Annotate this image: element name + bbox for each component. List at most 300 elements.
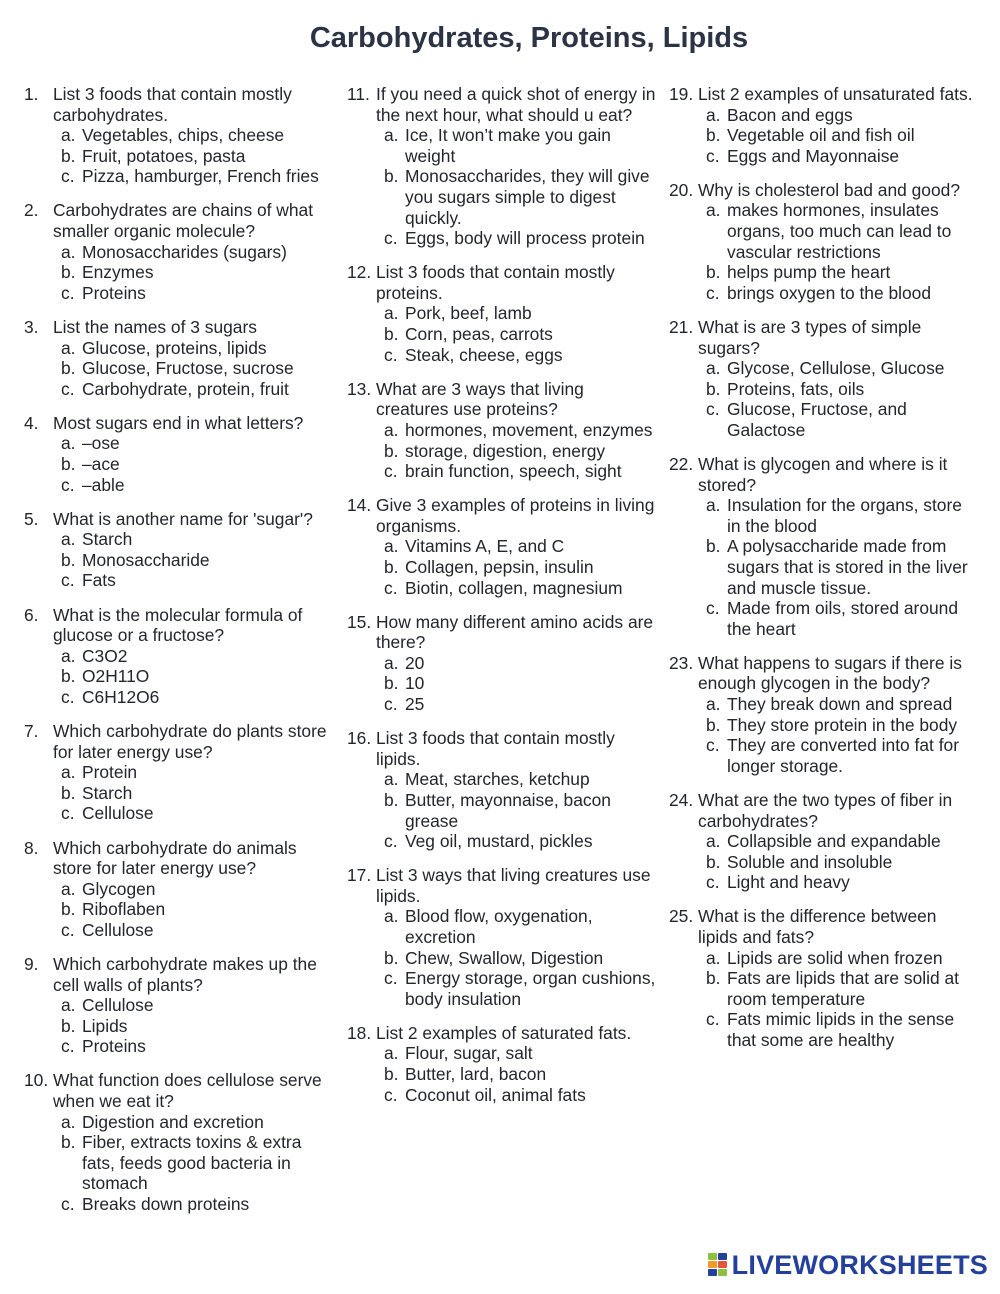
answer-option[interactable] (698, 105, 979, 126)
answer-option[interactable] (53, 803, 334, 824)
question-item (669, 790, 979, 893)
question-item (669, 180, 979, 304)
answer-option[interactable] (53, 920, 334, 941)
option-text: Soluble and insoluble (727, 851, 893, 872)
option-text: Proteins (82, 1036, 146, 1057)
option-letter: b. (384, 789, 399, 810)
answer-option[interactable] (698, 495, 979, 536)
answer-option[interactable] (376, 536, 659, 557)
question-text: List 2 examples of unsaturated fats. (698, 84, 973, 104)
option-text: Monosaccharides, they will give you sugars simple to digest quickly. (405, 166, 650, 228)
option-text: Fats mimic lipids in the sense that some are healthy (727, 1009, 955, 1050)
answer-option[interactable] (698, 262, 979, 283)
option-text: Cellulose (82, 995, 154, 1016)
question-text: How many different amino acids are there? (376, 611, 654, 653)
answer-option[interactable] (376, 228, 659, 249)
option-text: Butter, lard, bacon (405, 1064, 547, 1085)
option-letter: c. (706, 598, 720, 619)
option-text: Glucose, proteins, lipids (82, 337, 267, 358)
option-text: Corn, peas, carrots (405, 324, 553, 345)
question-number: 25. (669, 906, 694, 927)
option-text: Glycogen (82, 878, 156, 899)
answer-option[interactable] (698, 872, 979, 893)
answer-option[interactable] (376, 303, 659, 324)
option-text: Glycose, Cellulose, Glucose (727, 358, 945, 379)
option-letter: c. (61, 570, 75, 591)
option-letter: b. (384, 166, 399, 187)
option-text: helps pump the heart (727, 262, 891, 283)
question-text: What is are 3 types of simple sugars? (698, 316, 922, 358)
answer-options (698, 948, 979, 1051)
answer-option[interactable] (376, 790, 659, 831)
option-letter: c. (706, 399, 720, 420)
option-letter: c. (61, 1194, 75, 1214)
option-letter: a. (61, 529, 76, 550)
answer-option[interactable] (698, 399, 979, 440)
question-column-3 (669, 84, 979, 1064)
answer-options (698, 694, 979, 776)
option-text: storage, digestion, energy (405, 440, 606, 461)
option-text: C3O2 (82, 645, 128, 666)
question-text: Which carbohydrate makes up the cell walls of plants? (53, 953, 317, 995)
question-text: Most sugars end in what letters? (53, 412, 304, 433)
option-letter: c. (706, 282, 720, 303)
option-text: hormones, movement, enzymes (405, 419, 653, 440)
option-text: Protein (82, 762, 138, 783)
question-number: 8. (24, 837, 39, 858)
option-letter: c. (61, 378, 75, 399)
answer-option[interactable] (53, 646, 334, 667)
answer-option[interactable] (53, 1112, 334, 1133)
answer-options (53, 338, 334, 400)
answer-options (376, 125, 659, 249)
liveworksheets-logo[interactable] (708, 1250, 988, 1280)
question-item (24, 509, 334, 591)
answer-option[interactable] (53, 146, 334, 167)
question-item (669, 317, 979, 441)
option-text: brings oxygen to the blood (727, 282, 932, 303)
option-letter: c. (61, 474, 75, 495)
option-letter: c. (61, 1036, 75, 1057)
option-text: Pizza, hamburger, French fries (82, 166, 319, 187)
option-letter: b. (706, 536, 721, 557)
answer-option[interactable] (376, 557, 659, 578)
question-column-2 (347, 84, 659, 1119)
answer-option[interactable] (376, 831, 659, 852)
option-letter: b. (384, 1064, 399, 1085)
question-item (669, 653, 979, 777)
option-letter: a. (61, 995, 76, 1016)
answer-option[interactable] (376, 906, 659, 947)
option-text: Coconut oil, animal fats (405, 1084, 586, 1105)
question-item (347, 495, 659, 598)
question-item (24, 605, 334, 708)
question-item (24, 413, 334, 495)
option-text: Vegetable oil and fish oil (727, 125, 915, 146)
option-letter: c. (706, 872, 720, 893)
option-letter: a. (61, 125, 76, 146)
option-text: Starch (82, 529, 133, 550)
question-number: 22. (669, 454, 694, 474)
option-text: 20 (405, 652, 425, 673)
answer-option[interactable] (698, 200, 979, 262)
question-text: Which carbohydrate do plants store for later energy use? (53, 721, 327, 762)
answer-option[interactable] (698, 694, 979, 715)
answer-options (698, 831, 979, 893)
answer-option[interactable] (698, 968, 979, 1009)
question-item (347, 728, 659, 852)
option-text: –able (82, 474, 125, 495)
option-letter: c. (61, 919, 75, 940)
option-letter: a. (384, 906, 399, 927)
option-letter: b. (61, 145, 76, 166)
question-number: 10. (24, 1070, 49, 1091)
answer-option[interactable] (53, 529, 334, 550)
option-text: –ace (82, 454, 120, 474)
option-letter: b. (61, 782, 76, 803)
question-text: List 3 foods that contain mostly proteins. (376, 262, 615, 303)
answer-option[interactable] (53, 899, 334, 920)
option-letter: b. (706, 968, 721, 989)
option-text: Digestion and excretion (82, 1111, 264, 1132)
answer-option[interactable] (698, 735, 979, 776)
question-number: 4. (24, 412, 39, 433)
option-text: –ose (82, 433, 120, 454)
answer-option[interactable] (53, 358, 334, 379)
answer-options (698, 495, 979, 639)
option-letter: c. (384, 968, 398, 989)
question-number: 13. (347, 378, 372, 399)
option-text: C6H12O6 (82, 686, 160, 707)
option-letter: c. (384, 694, 398, 715)
question-number: 1. (24, 84, 39, 104)
option-letter: b. (61, 262, 76, 283)
option-letter: a. (706, 694, 721, 715)
answer-options (53, 879, 334, 941)
option-text: Lipids are solid when frozen (727, 947, 943, 968)
answer-option[interactable] (53, 338, 334, 359)
answer-option[interactable] (698, 283, 979, 304)
question-item (24, 1070, 334, 1214)
option-letter: c. (61, 166, 75, 187)
answer-option[interactable] (376, 420, 659, 441)
question-item (669, 84, 979, 166)
liveworksheets-icon (708, 1253, 728, 1277)
option-text: Ice, It won’t make you gain weight (405, 125, 611, 166)
answer-options (376, 303, 659, 365)
answer-option[interactable] (53, 687, 334, 708)
answer-option[interactable] (53, 1016, 334, 1037)
question-number: 19. (669, 84, 694, 104)
question-text: What function does cellulose serve when we eat it? (53, 1070, 322, 1112)
option-text: Light and heavy (727, 872, 850, 893)
option-text: Fruit, potatoes, pasta (82, 145, 246, 166)
option-text: Steak, cheese, eggs (405, 344, 563, 365)
answer-option[interactable] (53, 783, 334, 804)
answer-options (376, 536, 659, 598)
option-text: Vegetables, chips, cheese (82, 125, 285, 146)
answer-option[interactable] (376, 653, 659, 674)
option-text: They store protein in the body (727, 714, 958, 735)
answer-option[interactable] (53, 262, 334, 283)
option-letter: b. (706, 125, 721, 146)
option-letter: b. (706, 378, 721, 399)
option-letter: a. (384, 419, 399, 440)
option-letter: a. (61, 241, 76, 262)
option-letter: b. (384, 947, 399, 968)
option-text: Breaks down proteins (82, 1194, 250, 1214)
question-number: 11. (347, 84, 370, 104)
question-text: Which carbohydrate do animals store for later energy use? (53, 837, 297, 879)
answer-option[interactable] (53, 125, 334, 146)
option-text: Monosaccharide (82, 549, 210, 570)
question-number: 7. (24, 721, 39, 742)
option-letter: b. (61, 454, 76, 474)
option-text: Meat, starches, ketchup (405, 769, 590, 790)
option-text: Carbohydrate, protein, fruit (82, 378, 289, 399)
option-letter: c. (61, 803, 75, 824)
answer-option[interactable] (376, 673, 659, 694)
answer-option[interactable] (53, 762, 334, 783)
answer-option[interactable] (376, 441, 659, 462)
answer-option[interactable] (376, 1085, 659, 1106)
answer-option[interactable] (53, 166, 334, 187)
answer-option[interactable] (698, 1009, 979, 1050)
question-text: List the names of 3 sugars (53, 316, 257, 337)
option-letter: a. (706, 831, 721, 852)
option-text: Chew, Swallow, Digestion (405, 947, 604, 968)
option-letter: a. (706, 358, 721, 379)
answer-options (53, 433, 334, 495)
answer-option[interactable] (698, 379, 979, 400)
option-text: Made from oils, stored around the heart (727, 598, 959, 639)
answer-option[interactable] (698, 536, 979, 598)
option-letter: b. (61, 666, 76, 687)
option-letter: b. (706, 262, 721, 283)
answer-options (53, 1112, 334, 1215)
option-letter: c. (384, 831, 398, 852)
answer-option[interactable] (376, 1064, 659, 1085)
answer-option[interactable] (376, 166, 659, 228)
option-letter: c. (384, 228, 398, 249)
option-letter: b. (61, 358, 76, 379)
question-item (347, 865, 659, 1009)
option-text: Starch (82, 782, 133, 803)
option-letter: a. (61, 433, 76, 454)
page-title: Carbohydrates, Proteins, Lipids (309, 22, 749, 54)
answer-option[interactable] (53, 1194, 334, 1215)
question-number: 3. (24, 316, 39, 337)
option-letter: a. (384, 652, 399, 673)
option-text: Lipids (82, 1015, 128, 1036)
option-letter: c. (384, 344, 398, 365)
answer-options (53, 125, 334, 187)
question-item (669, 906, 979, 1050)
option-text: Collagen, pepsin, insulin (405, 556, 594, 577)
answer-options (376, 420, 659, 482)
option-text: Vitamins A, E, and C (405, 536, 565, 557)
answer-option[interactable] (376, 948, 659, 969)
option-letter: a. (384, 536, 399, 557)
answer-option[interactable] (376, 968, 659, 1009)
answer-options (376, 653, 659, 715)
answer-option[interactable] (53, 995, 334, 1016)
option-text: brain function, speech, sight (405, 461, 622, 482)
answer-option[interactable] (53, 879, 334, 900)
question-number: 21. (669, 316, 694, 337)
answer-option[interactable] (53, 550, 334, 571)
answer-option[interactable] (698, 358, 979, 379)
answer-option[interactable] (376, 461, 659, 482)
question-text: What is the difference between lipids and fats? (698, 906, 937, 947)
question-text: What are the two types of fiber in carbohydrates? (698, 789, 953, 831)
option-letter: c. (61, 282, 75, 303)
option-text: Fats are lipids that are solid at room temperature (727, 968, 959, 1009)
option-text: Fiber, extracts toxins & extra fats, feeds good bacteria in stomach (82, 1132, 302, 1194)
question-text: Why is cholesterol bad and good? (698, 179, 960, 200)
option-text: Fats (82, 570, 116, 591)
answer-option[interactable] (53, 454, 334, 475)
answer-options (698, 105, 979, 167)
option-letter: b. (706, 714, 721, 735)
answer-options (53, 242, 334, 304)
option-letter: a. (384, 303, 399, 324)
question-number: 17. (347, 865, 372, 886)
option-text: Butter, mayonnaise, bacon grease (405, 789, 611, 831)
brand-name: LIVEWORKSHEETS (731, 1249, 988, 1280)
answer-option[interactable] (53, 242, 334, 263)
question-column-1 (24, 84, 334, 1228)
option-text: They are converted into fat for longer storage. (727, 735, 959, 776)
option-letter: b. (61, 549, 76, 570)
option-letter: a. (706, 104, 721, 125)
option-letter: a. (61, 337, 76, 358)
option-text: Glucose, Fructose, and Galactose (727, 399, 907, 440)
option-text: Enzymes (82, 262, 154, 283)
answer-option[interactable] (698, 852, 979, 873)
option-text: Blood flow, oxygenation, excretion (405, 906, 593, 947)
answer-option[interactable] (376, 125, 659, 166)
question-number: 12. (347, 262, 372, 283)
answer-option[interactable] (53, 475, 334, 496)
option-text: Energy storage, organ cushions, body insulation (405, 968, 656, 1009)
option-letter: a. (61, 645, 76, 666)
answer-option[interactable] (698, 125, 979, 146)
option-text: Proteins, fats, oils (727, 378, 865, 399)
option-text: Proteins (82, 282, 146, 303)
answer-option[interactable] (376, 345, 659, 366)
option-text: O2H11O (82, 666, 150, 687)
question-text: List 2 examples of saturated fats. (376, 1022, 632, 1043)
option-letter: b. (706, 851, 721, 872)
option-letter: a. (61, 878, 76, 899)
option-letter: c. (384, 577, 398, 598)
option-letter: c. (384, 461, 398, 482)
option-letter: b. (61, 1132, 76, 1153)
answer-option[interactable] (53, 283, 334, 304)
option-letter: b. (61, 899, 76, 920)
option-text: Pork, beef, lamb (405, 303, 532, 324)
answer-options (376, 906, 659, 1009)
question-text: What is the molecular formula of glucose or a fructose? (53, 604, 303, 646)
question-number: 2. (24, 200, 39, 221)
option-text: Biotin, collagen, magnesium (405, 577, 623, 598)
option-text: Eggs, body will process protein (405, 228, 645, 249)
option-text: 25 (405, 694, 425, 715)
answer-option[interactable] (53, 666, 334, 687)
answer-option[interactable] (53, 433, 334, 454)
answer-options (376, 1043, 659, 1105)
option-text: Eggs and Mayonnaise (727, 145, 900, 166)
answer-option[interactable] (698, 948, 979, 969)
question-number: 16. (347, 728, 372, 749)
question-item (24, 721, 334, 824)
question-item (24, 317, 334, 399)
option-letter: a. (384, 769, 399, 790)
answer-options (53, 646, 334, 708)
answer-option[interactable] (698, 831, 979, 852)
question-number: 6. (24, 604, 39, 625)
question-number: 18. (347, 1022, 372, 1043)
option-letter: a. (384, 1043, 399, 1064)
answer-options (53, 762, 334, 824)
answer-option[interactable] (376, 578, 659, 599)
option-letter: c. (384, 1084, 398, 1105)
option-text: Veg oil, mustard, pickles (405, 831, 593, 852)
option-text: Cellulose (82, 803, 154, 824)
answer-option[interactable] (698, 146, 979, 167)
question-number: 24. (669, 789, 694, 810)
option-text: A polysaccharide made from sugars that is stored in the liver and muscle tissue. (727, 536, 968, 598)
option-letter: a. (706, 495, 721, 516)
answer-option[interactable] (376, 694, 659, 715)
option-text: Collapsible and expandable (727, 831, 941, 852)
answer-option[interactable] (376, 1043, 659, 1064)
answer-options (698, 358, 979, 440)
option-text: They break down and spread (727, 694, 953, 715)
option-letter: a. (706, 947, 721, 968)
answer-option[interactable] (53, 1132, 334, 1194)
question-text: Give 3 examples of proteins in living organisms. (376, 495, 655, 536)
answer-option[interactable] (53, 570, 334, 591)
option-text: Glucose, Fructose, sucrose (82, 358, 294, 379)
answer-option[interactable] (698, 598, 979, 639)
option-letter: b. (384, 673, 399, 694)
option-text: Monosaccharides (sugars) (82, 241, 287, 262)
answer-option[interactable] (376, 324, 659, 345)
answer-option[interactable] (53, 379, 334, 400)
question-text: What happens to sugars if there is enough glycogen in the body? (698, 652, 962, 694)
question-text: Carbohydrates are chains of what smaller organic molecule? (53, 200, 314, 242)
question-text: If you need a quick shot of energy in the next hour, what should u eat? (376, 84, 656, 125)
question-item (24, 954, 334, 1057)
option-letter: b. (61, 1015, 76, 1036)
question-text: What is another name for 'sugar'? (53, 508, 313, 529)
answer-option[interactable] (53, 1036, 334, 1057)
option-letter: c. (706, 1009, 720, 1030)
option-text: Flour, sugar, salt (405, 1043, 533, 1064)
option-text: Bacon and eggs (727, 104, 853, 125)
answer-option[interactable] (698, 715, 979, 736)
option-text: Insulation for the organs, store in the blood (727, 495, 962, 536)
question-text: List 3 ways that living creatures use lipids. (376, 865, 651, 906)
question-number: 5. (24, 508, 39, 529)
question-item (24, 200, 334, 303)
answer-option[interactable] (376, 769, 659, 790)
answer-options (376, 769, 659, 851)
question-text: List 3 foods that contain mostly lipids. (376, 728, 615, 769)
question-number: 20. (669, 179, 694, 200)
